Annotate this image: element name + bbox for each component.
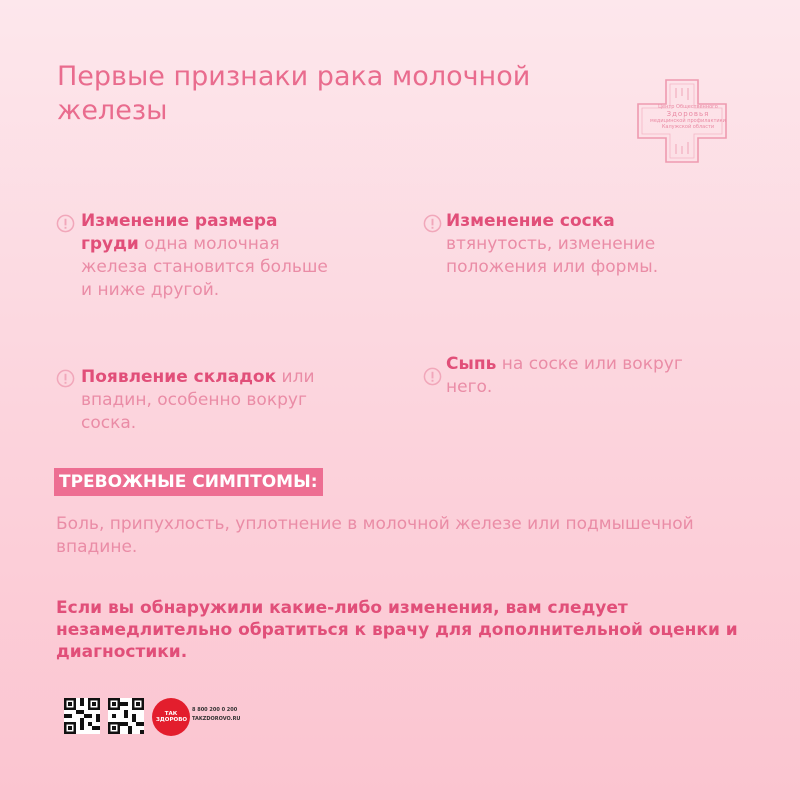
qr-code-icon[interactable] [108, 698, 144, 734]
sign-size-change: Изменение размера груди одна молочная железа становится больше и ниже другой. [81, 211, 328, 300]
footer-contacts [192, 706, 241, 724]
exclamation-circle-icon [423, 214, 442, 233]
exclamation-circle-icon [56, 214, 75, 233]
exclamation-circle-icon [56, 369, 75, 388]
qr-code-icon[interactable] [64, 698, 100, 734]
warning-heading-badge: ТРЕВОЖНЫЕ СИМПТОМЫ: [54, 468, 323, 496]
tak-zdorovo-logo: ТАК ЗДОРОВО [152, 698, 190, 736]
sign-folds: Появление складок или впадин, особенно вокруг соска. [81, 367, 315, 433]
footer-phone: 8 800 200 0 200 [192, 707, 238, 713]
exclamation-circle-icon [423, 367, 442, 386]
footer-site[interactable]: TAKZDOROVO.RU [192, 716, 241, 722]
doctor-advice-text: Если вы обнаружили какие-либо изменения, вам следует незамедлительно обратиться к врачу для дополнительной оценки и диагностики. [56, 598, 738, 662]
logo-text: Центр Общественного Здоровья медицинской профилактики Калужской области [650, 104, 726, 130]
sign-rash: Сыпь на соске или вокруг него. [446, 354, 683, 397]
page-title: Первые признаки рака молочной железы [57, 61, 531, 126]
warning-symptoms-text: Боль, припухлость, уплотнение в молочной железе или подмышечной впадине. [56, 514, 694, 557]
sign-nipple-change: Изменение соска втянутость, изменение положения или формы. [446, 211, 659, 277]
